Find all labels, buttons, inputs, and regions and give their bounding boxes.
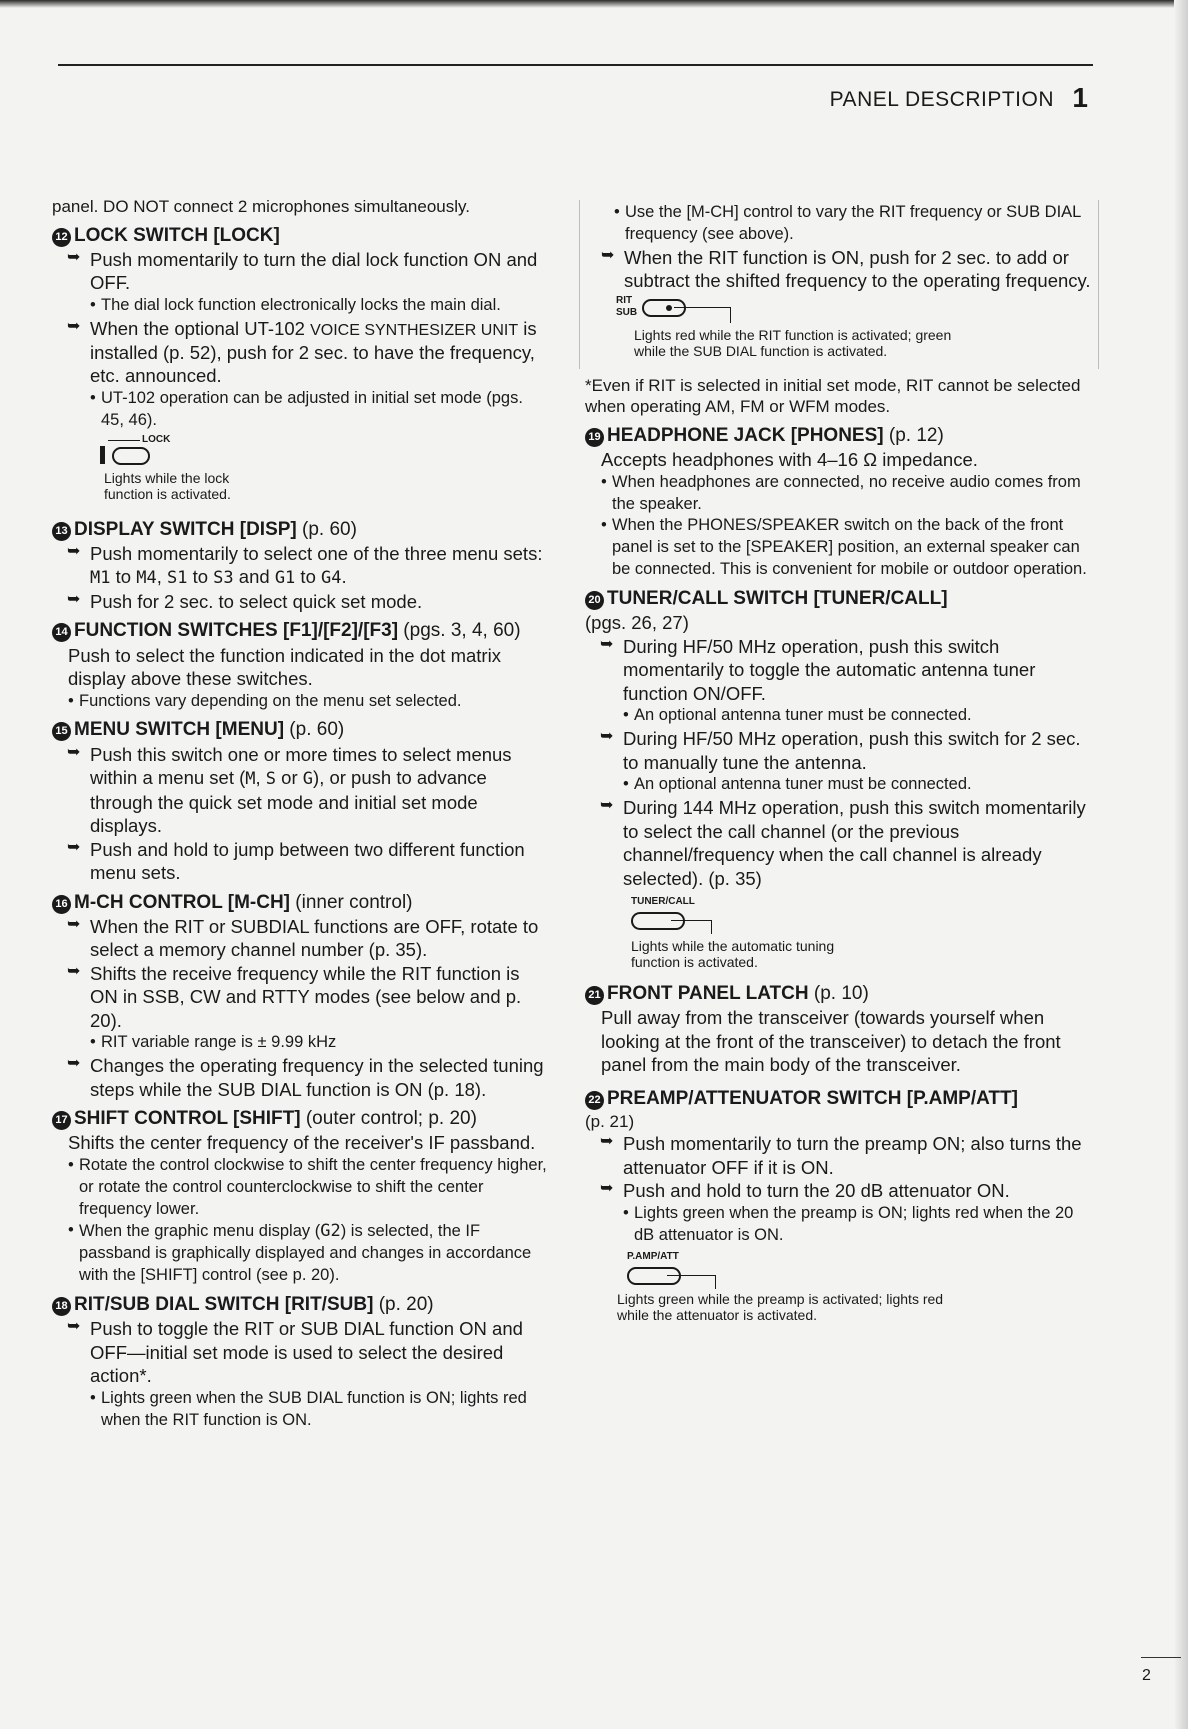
header-rule (58, 64, 1093, 66)
leader-line (108, 440, 140, 441)
tuner-indicator-figure (631, 890, 1093, 976)
item-number-badge: 17 (52, 1111, 71, 1130)
scan-edge-right (1174, 0, 1188, 1729)
section-mch (52, 891, 548, 1101)
leader-line (715, 1275, 716, 1289)
lock-indicator-figure (100, 432, 548, 512)
item-number-badge: 18 (52, 1297, 71, 1316)
section-shift (52, 1107, 548, 1287)
lock-lamp-icon (100, 446, 105, 464)
footer-rule (1141, 1657, 1181, 1658)
lock-figure-caption: Lights while the lock function is activated. (104, 469, 231, 502)
tuner-figure-caption: Lights while the automatic tuning function is activated. (631, 938, 835, 971)
scan-edge-top (0, 0, 1188, 8)
section-phones (585, 424, 1093, 581)
rit-button-icon (642, 299, 686, 317)
heading-menu: 15 MENU SWITCH [MENU] (p. 60) (52, 718, 548, 742)
preamp-action-2: ➥ Push and hold to turn the 20 dB attenuator ON. (600, 1179, 1093, 1202)
rit-continued-box (579, 200, 1099, 369)
rit-figure-label: RIT (616, 294, 633, 306)
preamp-action-1: ➥ Push momentarily to turn the preamp ON; also turns the attenuator OFF if it is ON. (600, 1132, 1093, 1179)
rit-bullet-2: • Use the [M-CH] control to vary the RIT frequency or SUB DIAL frequency (see above). (614, 202, 1092, 246)
page-number: 2 (1142, 1667, 1151, 1684)
section-rit (52, 1293, 548, 1431)
func-bullet-1: • Functions vary depending on the menu set selected. (68, 691, 548, 713)
tuner-button-icon (631, 912, 685, 930)
tuner-figure-label: TUNER/CALL (631, 896, 695, 908)
preamp-indicator-figure (617, 1247, 1093, 1331)
heading-func: 14 FUNCTION SWITCHES [F1]/[F2]/[F3] (pgs. 3, 4, 60) (52, 619, 548, 643)
item-number-badge: 13 (52, 522, 71, 541)
leader-line (671, 920, 711, 921)
tuner-action-2: ➥ During HF/50 MHz operation, push this switch for 2 sec. to manually tune the antenna. (600, 727, 1093, 774)
item-number-badge: 12 (52, 228, 71, 247)
rit-figure-caption: Lights red while the RIT function is activated; green while the SUB DIAL function is activated. (634, 326, 952, 359)
section-title: PANEL DESCRIPTION (829, 88, 1054, 111)
menu-action-2: ➥ Push and hold to jump between two different function menu sets. (67, 838, 548, 885)
rit-bullet-1: • Lights green when the SUB DIAL function is ON; lights red when the RIT function is ON. (90, 1388, 548, 1432)
tuner-action-1: ➥ During HF/50 MHz operation, push this switch momentarily to toggle the automatic antenna tuner function ON/OFF. (600, 635, 1093, 705)
rit-lamp-icon (666, 305, 672, 311)
sub-figure-label: SUB (616, 306, 638, 318)
lock-figure-label: LOCK (142, 433, 171, 445)
item-number-badge: 20 (585, 591, 604, 610)
phones-bullet-2: • When the PHONES/SPEAKER switch on the back of the front panel is set to the [SPEAKER] position, an external speaker can be connected. This is convenient for mobile or outdoor operation. (601, 515, 1093, 581)
section-menu (52, 718, 548, 884)
heading-lock: 12 LOCK SWITCH [LOCK] (52, 224, 548, 248)
rit-footnote: *Even if RIT is selected in initial set mode, RIT cannot be selected when operating AM, FM or WFM modes. (585, 375, 1081, 417)
disp-action-2: ➥ Push for 2 sec. to select quick set mode. (67, 590, 548, 613)
rit-action-2: ➥ When the RIT function is ON, push for 2 sec. to add or subtract the shifted frequency to the operating frequency. (601, 246, 1092, 293)
left-column (52, 196, 548, 1432)
item-number-badge: 15 (52, 722, 71, 741)
heading-latch: 21 FRONT PANEL LATCH (p. 10) (585, 982, 1093, 1006)
tuner-bullet-1: • An optional antenna tuner must be connected. (623, 705, 1093, 727)
item-number-badge: 14 (52, 623, 71, 642)
heading-disp: 13 DISPLAY SWITCH [DISP] (p. 60) (52, 518, 548, 542)
lock-bullet-2: • UT-102 operation can be adjusted in initial set mode (pgs. 45, 46). (90, 388, 548, 432)
intro-text: panel. DO NOT connect 2 microphones simultaneously. (52, 197, 470, 216)
heading-tuner: 20 TUNER/CALL SWITCH [TUNER/CALL] (585, 587, 1093, 611)
right-column (585, 200, 1093, 1331)
lock-action-2: ➥ When the optional UT-102 VOICE SYNTHESIZER UNIT is installed (p. 52), push for 2 sec. to have the frequency, etc. announced. (67, 317, 548, 388)
leader-line (711, 920, 712, 934)
section-lock (52, 224, 548, 512)
mch-action-1: ➥ When the RIT or SUBDIAL functions are OFF, rotate to select a memory channel number (p. 35). (67, 915, 548, 962)
shift-bullet-2: • When the graphic menu display (G2) is selected, the IF passband is graphically displayed and changes in accordance with the [SHIFT] control (see p. 20). (68, 1220, 548, 1287)
preamp-figure-label: P.AMP/ATT (627, 1250, 679, 1262)
item-number-badge: 19 (585, 428, 604, 447)
latch-body: Pull away from the transceiver (towards yourself when looking at the front of the transceiver) to detach the front panel from the main body of the transceiver. (601, 1007, 1061, 1076)
tuner-action-3: ➥ During 144 MHz operation, push this switch momentarily to select the call channel (or the previous channel/frequency when the call channel is already selected). (p. 35) (600, 796, 1093, 890)
func-body: Push to select the function indicated in the dot matrix display above these switches. (68, 644, 501, 690)
phones-body: Accepts headphones with 4–16 Ω impedance. (601, 449, 978, 471)
shift-bullet-1: • Rotate the control clockwise to shift the center frequency higher, or rotate the control counterclockwise to shift the center frequency lower. (68, 1155, 548, 1221)
mch-bullet-1: • RIT variable range is ± 9.99 kHz (90, 1032, 548, 1054)
leader-line (674, 307, 730, 308)
section-latch (585, 982, 1093, 1077)
item-number-badge: 22 (585, 1091, 604, 1110)
heading-phones: 19 HEADPHONE JACK [PHONES] (p. 12) (585, 424, 1093, 448)
section-func (52, 619, 548, 712)
preamp-button-icon (627, 1267, 681, 1285)
disp-action-1: ➥ Push momentarily to select one of the three menu sets: M1 to M4, S1 to S3 and G1 to G4. (67, 542, 548, 590)
heading-rit: 18 RIT/SUB DIAL SWITCH [RIT/SUB] (p. 20) (52, 1293, 548, 1317)
phones-bullet-1: • When headphones are connected, no receive audio comes from the speaker. (601, 472, 1093, 516)
tuner-pages: (pgs. 26, 27) (585, 612, 689, 634)
preamp-pages: (p. 21) (585, 1111, 635, 1131)
mch-action-2: ➥ Shifts the receive frequency while the RIT function is ON in SSB, CW and RTTY modes (see below and p. 20). (67, 962, 548, 1032)
shift-body: Shifts the center frequency of the receiver's IF passband. (68, 1132, 536, 1154)
heading-mch: 16 M-CH CONTROL [M-CH] (inner control) (52, 891, 548, 915)
section-tuner (585, 587, 1093, 976)
item-number-badge: 16 (52, 895, 71, 914)
heading-shift: 17 SHIFT CONTROL [SHIFT] (outer control; p. 20) (52, 1107, 548, 1131)
preamp-bullet-1: • Lights green when the preamp is ON; lights red when the 20 dB attenuator is ON. (623, 1203, 1093, 1247)
chapter-number: 1 (1072, 82, 1088, 113)
rit-indicator-figure (616, 293, 1092, 367)
menu-action-1: ➥ Push this switch one or more times to select menus within a menu set (M, S or G), or push to advance through the quick set mode and initial set mode displays. (67, 743, 548, 838)
lock-button-icon (112, 447, 150, 465)
item-number-badge: 21 (585, 986, 604, 1005)
lock-action-1: ➥ Push momentarily to turn the dial lock function ON and OFF. (67, 248, 548, 295)
lock-bullet-1: • The dial lock function electronically locks the main dial. (90, 295, 548, 317)
preamp-figure-caption: Lights green while the preamp is activated; lights red while the attenuator is activated. (617, 1290, 944, 1323)
leader-line (667, 1275, 715, 1276)
leader-line (730, 307, 731, 323)
heading-preamp: 22 PREAMP/ATTENUATOR SWITCH [P.AMP/ATT] (585, 1087, 1093, 1111)
section-disp (52, 518, 548, 614)
rit-action-1: ➥ Push to toggle the RIT or SUB DIAL function ON and OFF—initial set mode is used to select the desired action*. (67, 1317, 548, 1387)
tuner-bullet-2: • An optional antenna tuner must be connected. (623, 774, 1093, 796)
section-preamp (585, 1087, 1093, 1331)
mch-action-3: ➥ Changes the operating frequency in the selected tuning steps while the SUB DIAL function is ON (p. 18). (67, 1054, 548, 1101)
